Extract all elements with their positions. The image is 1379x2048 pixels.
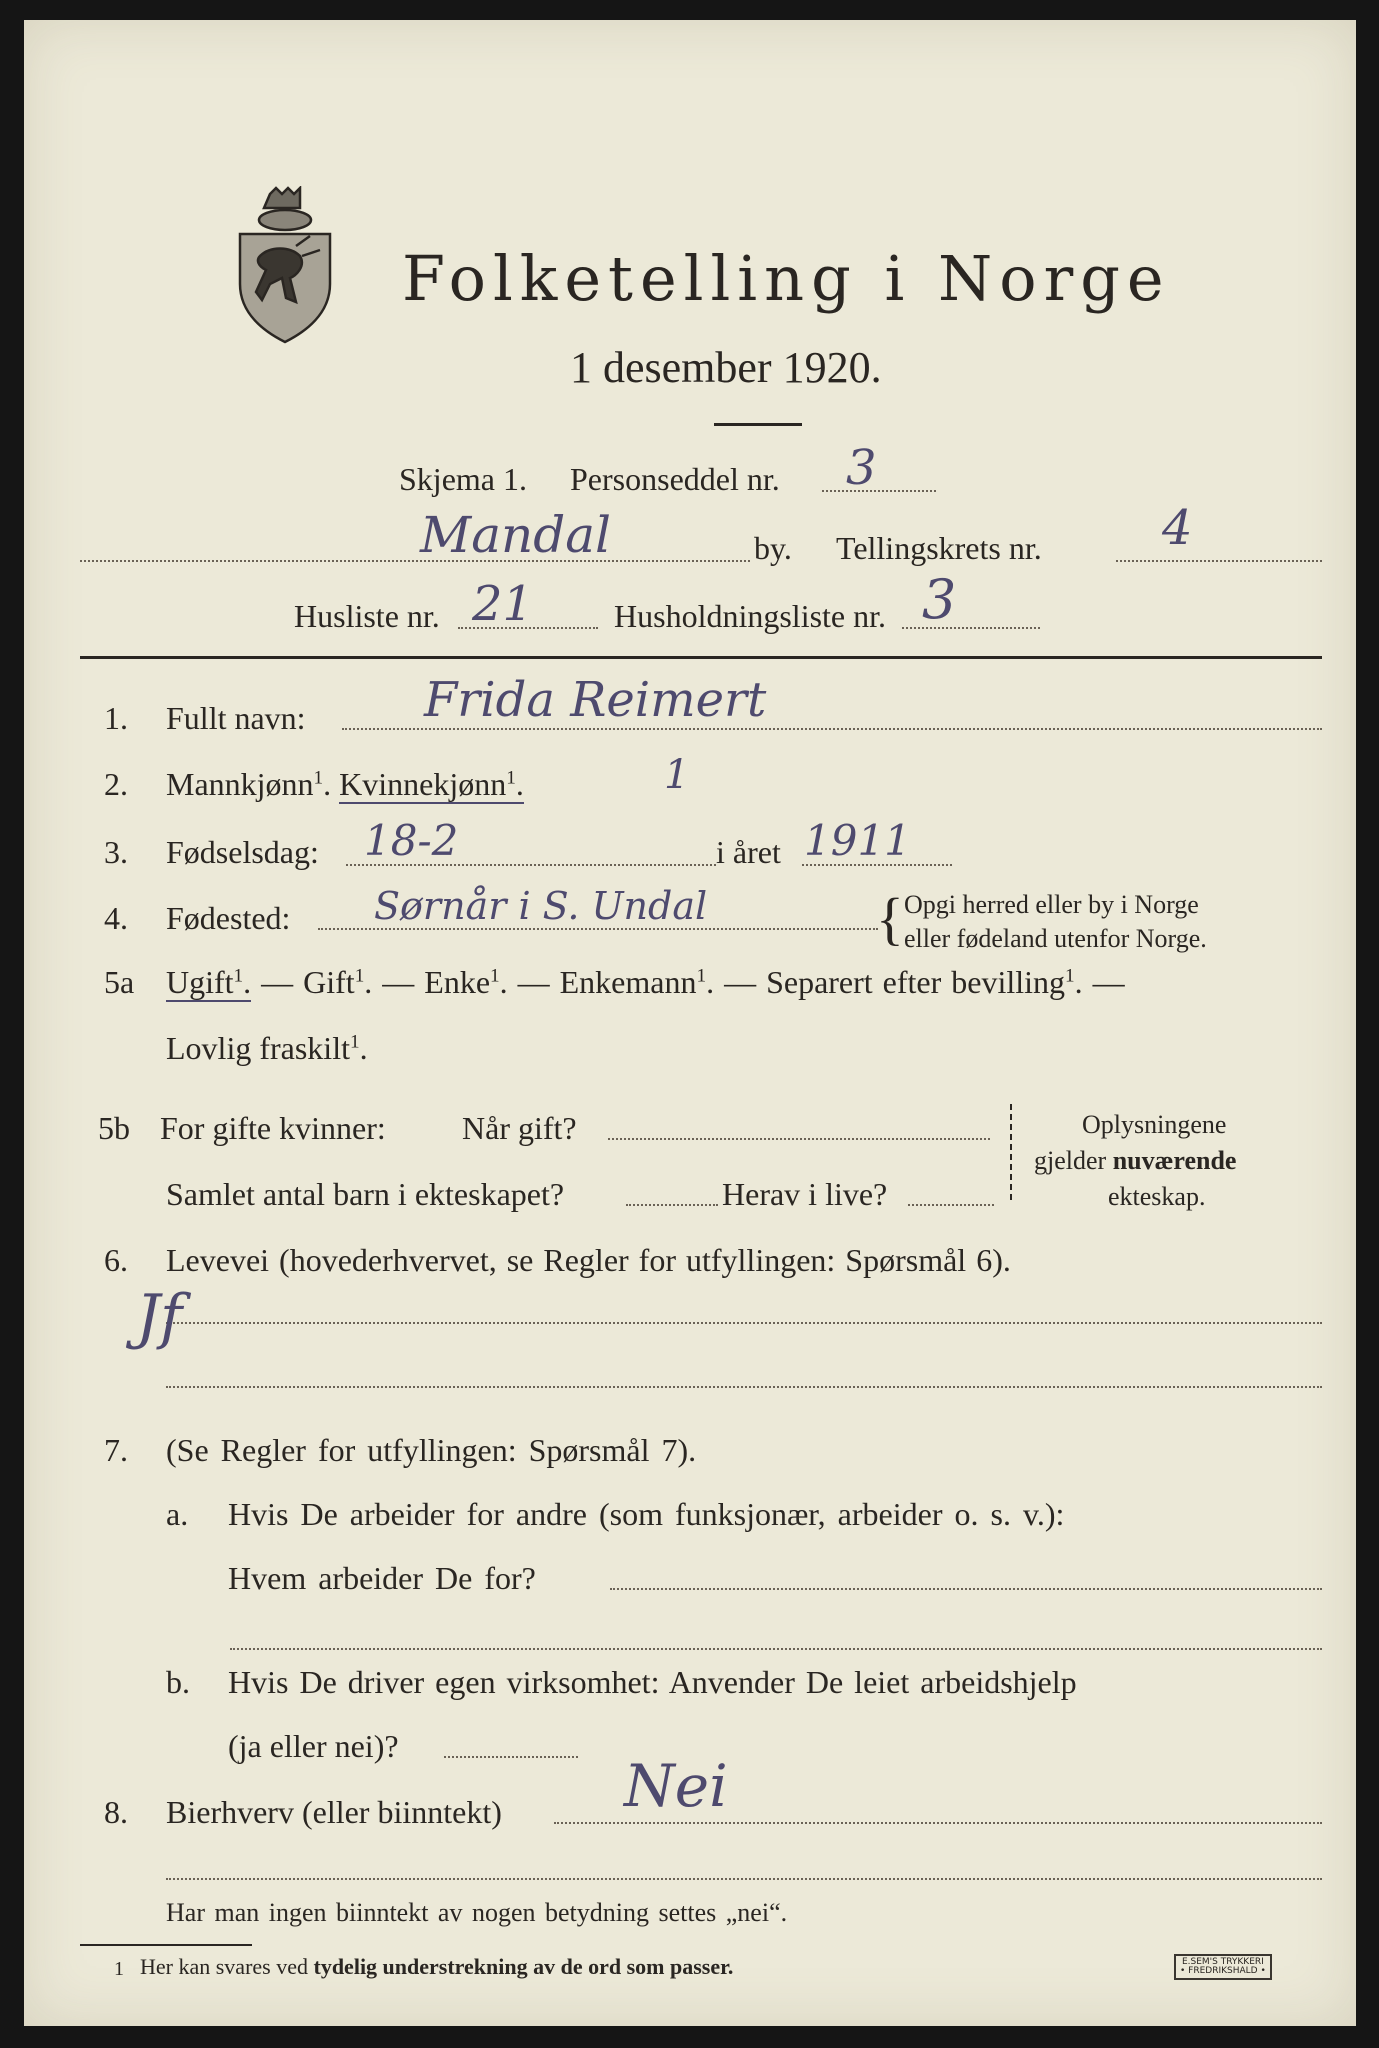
census-date: 1 desember 1920.	[570, 343, 882, 392]
q1-number: 1.	[104, 700, 128, 736]
q7b-letter: b.	[166, 1664, 190, 1700]
q5b-note-3: ekteskap.	[1108, 1182, 1206, 1211]
q5a-number: 5a	[104, 964, 135, 1000]
husliste-label: Husliste nr.	[294, 598, 440, 634]
brace-icon: {	[876, 886, 904, 951]
ugift-label: Ugift	[166, 964, 234, 1000]
occupation-field[interactable]: Jf	[136, 1282, 183, 1352]
q5b-note-1: Oplysningene	[1082, 1110, 1227, 1139]
q7a-letter: a.	[166, 1496, 189, 1532]
enkemann-label: Enkemann	[559, 964, 697, 1000]
footnote-ref: 1	[696, 965, 707, 987]
q3-number: 3.	[104, 834, 128, 870]
children-field[interactable]	[626, 1204, 718, 1206]
kvinnekjonn-label: Kvinnekjønn	[339, 766, 507, 802]
printer-stamp	[1174, 1954, 1272, 1980]
footnote-ref: 1	[349, 1031, 360, 1053]
gift-option[interactable]: Gift$^1$.	[303, 964, 373, 1000]
gift-label: Gift	[303, 964, 355, 1000]
employer-line-2	[230, 1648, 1322, 1650]
children-label: Samlet antal barn i ekteskapet?	[166, 1176, 565, 1212]
employer-field[interactable]	[610, 1588, 1322, 1590]
birthdate-field[interactable]: 18-2	[364, 816, 459, 865]
title-divider	[714, 423, 802, 426]
birthplace-line	[318, 928, 878, 930]
side-income-line	[554, 1822, 1322, 1824]
printer-line-2: • FREDRIKSHALD •	[1180, 1966, 1266, 1976]
q7-number: 7.	[104, 1432, 128, 1468]
sex-mark[interactable]: 1	[664, 752, 690, 798]
side-income-line-2	[166, 1878, 1322, 1880]
q5b-number: 5b	[98, 1110, 130, 1146]
year-label: i året	[716, 834, 781, 870]
husliste-field[interactable]: 21	[472, 576, 534, 632]
personseddel-line	[822, 490, 936, 492]
q1-line	[342, 728, 1322, 730]
q4-label: Fødested:	[166, 900, 291, 936]
q3-label: Fødselsdag:	[166, 834, 319, 870]
note-divider	[1010, 1104, 1012, 1200]
footnote-divider	[80, 1944, 252, 1946]
enkemann-option[interactable]: Enkemann$^1$.	[559, 964, 715, 1000]
q6-number: 6.	[104, 1242, 128, 1278]
enke-label: Enke	[424, 964, 491, 1000]
fraskilt-option[interactable]: Lovlig fraskilt$^1$.	[166, 1030, 368, 1066]
hired-help-field[interactable]	[444, 1756, 578, 1758]
q4-number: 4.	[104, 900, 128, 936]
note-text: gjelder	[1034, 1146, 1107, 1175]
coat-of-arms-icon	[230, 186, 340, 346]
side-income-field[interactable]: Nei	[624, 1752, 728, 1820]
header-divider	[80, 656, 1322, 659]
separert-option[interactable]: Separert efter bevilling$^1$.	[766, 964, 1083, 1000]
footnote-text-bold: tydelig understrekning av de ord som passer.	[313, 1954, 734, 1979]
occupation-line-1	[166, 1322, 1322, 1324]
birth-year-field[interactable]: 1911	[804, 816, 911, 865]
footnote-text-plain: Her kan svares ved	[140, 1954, 308, 1979]
married-when-field[interactable]	[608, 1138, 990, 1140]
footnote-mark: 1	[114, 1958, 124, 1980]
separator: .	[323, 766, 332, 802]
form-title: Folketelling i Norge	[402, 242, 1171, 315]
kvinnekjonn-option[interactable]	[339, 766, 524, 804]
q7b-line-2: (ja eller nei)?	[228, 1728, 399, 1764]
separator: —	[724, 964, 757, 1000]
q8-label: Bierhverv (eller biinntekt)	[166, 1794, 502, 1830]
tellingskrets-label: Tellingskrets nr.	[836, 530, 1042, 566]
separert-label: Separert efter bevilling	[766, 964, 1066, 1000]
q1-label: Fullt navn:	[166, 700, 306, 736]
birthplace-note-2: eller fødeland utenfor Norge.	[904, 924, 1207, 953]
enke-option[interactable]: Enke$^1$.	[424, 964, 508, 1000]
q2-number: 2.	[104, 766, 128, 802]
alive-label: Herav i live?	[722, 1176, 888, 1212]
separator: —	[261, 964, 294, 1000]
by-label: by.	[754, 530, 792, 566]
footnote-ref: 1	[506, 767, 516, 789]
husholdningsliste-field[interactable]: 3	[922, 568, 957, 631]
personseddel-label: Personseddel nr.	[570, 461, 780, 497]
q8-note: Har man ingen biinntekt av nogen betydning settes „nei“.	[166, 1898, 788, 1927]
q2-options	[166, 766, 524, 803]
full-name-field[interactable]: Frida Reimert	[424, 672, 767, 728]
birthplace-field[interactable]: Sørnår i S. Undal	[374, 884, 708, 928]
married-when-label: Når gift?	[462, 1110, 577, 1146]
footnote-ref: 1	[490, 965, 500, 987]
separator: .	[515, 766, 524, 802]
mannkjonn-option[interactable]: Mannkjønn	[166, 766, 314, 802]
census-form	[24, 20, 1356, 2026]
footnote-ref: 1	[233, 965, 244, 987]
separator: —	[1092, 964, 1125, 1000]
q5a-options	[166, 964, 1125, 1001]
q5b-note-2	[1034, 1146, 1236, 1176]
husholdningsliste-label: Husholdningsliste nr.	[614, 598, 887, 634]
printer-line-1: E.SEM'S TRYKKERI	[1181, 1957, 1264, 1967]
tellingskrets-field[interactable]: 4	[1162, 500, 1193, 556]
q7-label: (Se Regler for utfyllingen: Spørsmål 7).	[166, 1432, 697, 1468]
footnote-ref: 1	[1065, 965, 1075, 987]
occupation-line-2	[166, 1386, 1322, 1388]
place-line	[80, 560, 750, 562]
footnote-ref: 1	[313, 767, 324, 789]
separator: —	[382, 964, 415, 1000]
separator: —	[517, 964, 550, 1000]
tellingskrets-line	[1116, 560, 1322, 562]
q5b-label: For gifte kvinner:	[160, 1110, 386, 1146]
q6-label: Levevei (hovederhvervet, se Regler for utfyllingen: Spørsmål 6).	[166, 1242, 1011, 1278]
skjema-label: Skjema 1.	[399, 461, 527, 497]
ugift-option[interactable]: Ugift$^1$.	[166, 964, 252, 1000]
q7a-line-2: Hvem arbeider De for?	[228, 1560, 536, 1596]
alive-field[interactable]	[908, 1204, 994, 1206]
footnote-ref: 1	[354, 965, 365, 987]
q7b-line-1: Hvis De driver egen virksomhet: Anvender De leiet arbeidshjelp	[228, 1664, 1077, 1700]
q8-number: 8.	[104, 1794, 128, 1830]
note-bold: nuværende	[1112, 1146, 1237, 1175]
footnote-text	[140, 1954, 733, 1980]
personseddel-field[interactable]: 3	[846, 440, 877, 496]
birthplace-note-1: Opgi herred eller by i Norge	[904, 890, 1199, 919]
q7a-line-1: Hvis De arbeider for andre (som funksjonær, arbeider o. s. v.):	[228, 1496, 1065, 1532]
fraskilt-label: Lovlig fraskilt	[166, 1030, 350, 1066]
place-field[interactable]: Mandal	[420, 506, 612, 564]
